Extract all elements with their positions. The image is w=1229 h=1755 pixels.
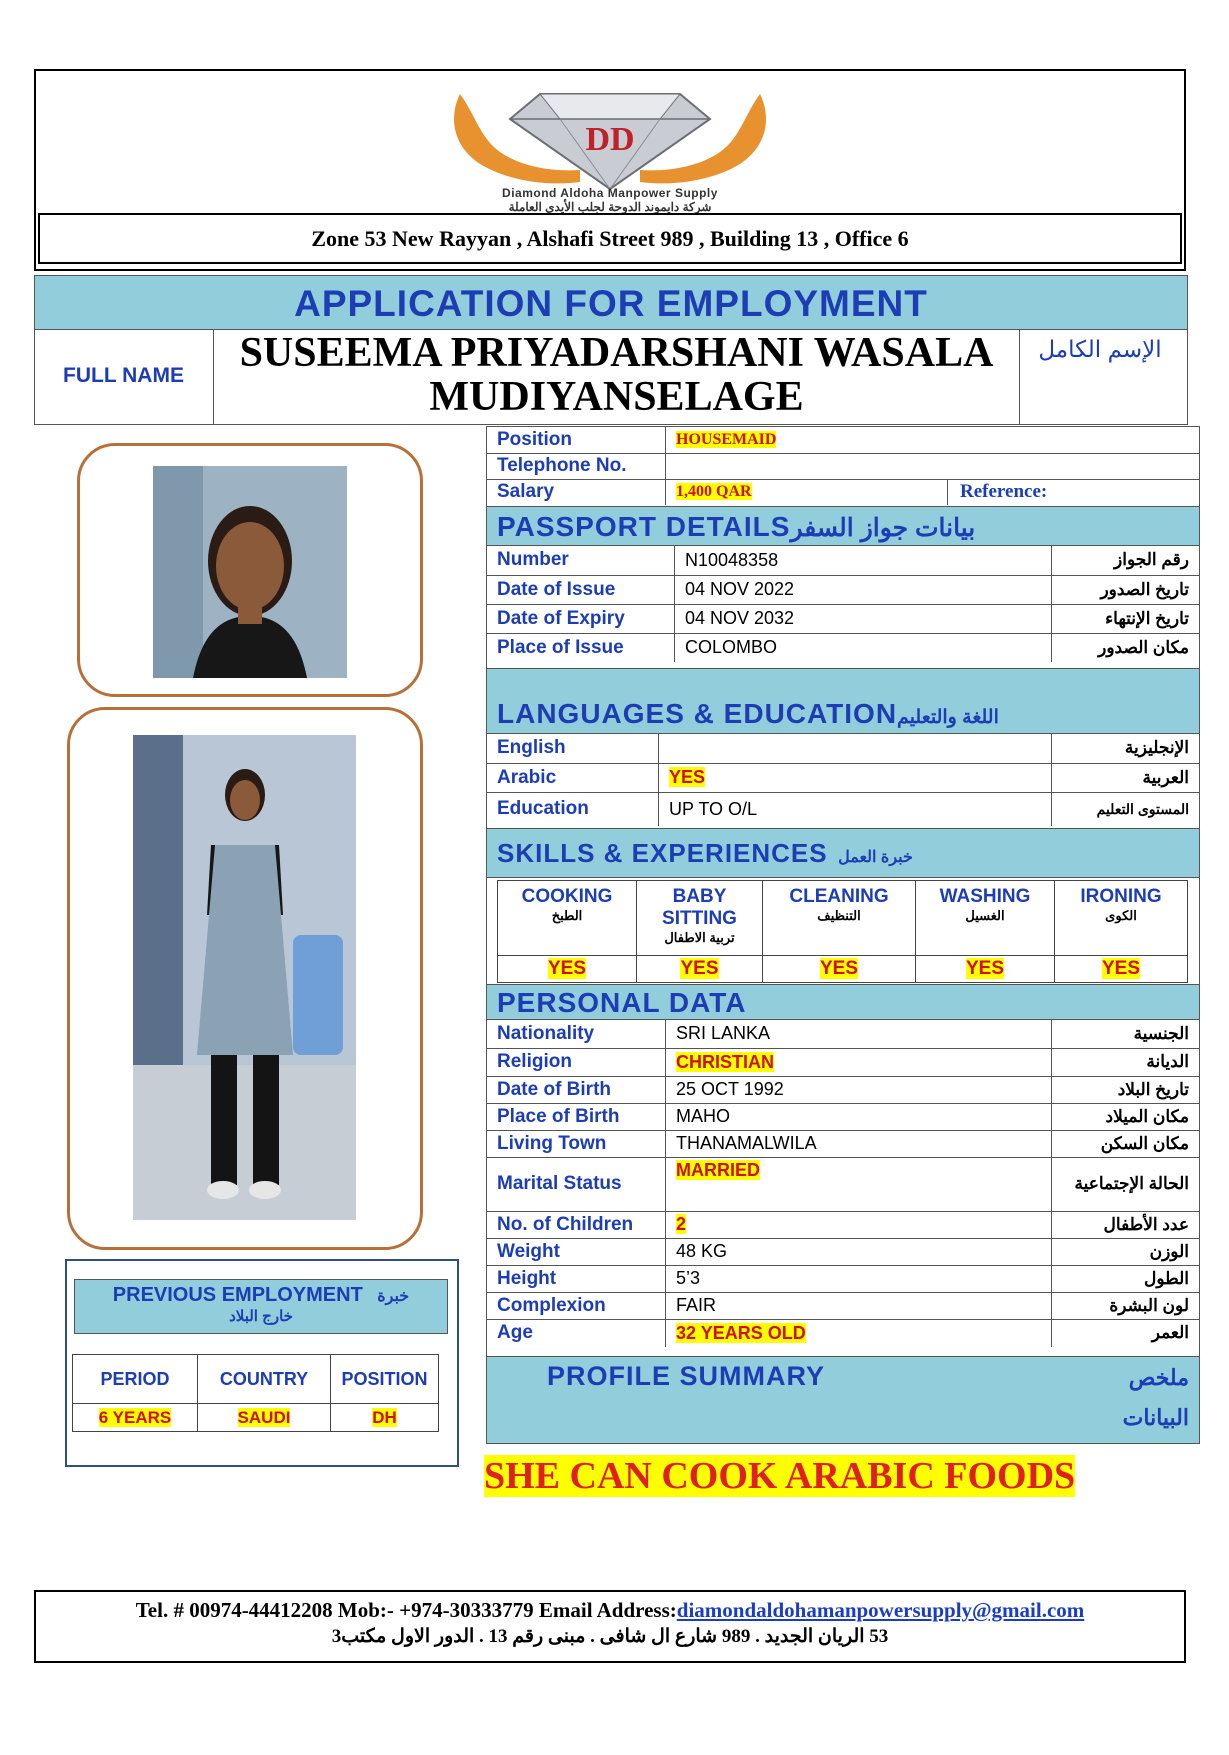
position-value: HOUSEMAID xyxy=(676,430,777,448)
weight-ar: الوزن xyxy=(1149,1241,1189,1261)
skill-baby-ar: تربية الاطفال xyxy=(664,930,735,945)
nationality-value: SRI LANKA xyxy=(666,1020,1052,1048)
skill-cleaning-ar: التنظيف xyxy=(817,908,861,923)
age-value: 32 YEARS OLD xyxy=(676,1322,806,1343)
dob-value: 25 OCT 1992 xyxy=(666,1076,1052,1103)
profile-title-ar-1: ملخص xyxy=(1128,1365,1189,1390)
address-bar xyxy=(38,213,1182,264)
skill-cleaning-label: CLEANING xyxy=(789,886,889,907)
languages-title: LANGUAGES & EDUCATION xyxy=(497,698,898,729)
previous-employment-title-ar-2: خارج البلاد xyxy=(229,1308,293,1325)
issue-place-ar: مكان الصدور xyxy=(1098,637,1189,657)
education-value: UP TO O/L xyxy=(659,792,1052,826)
footer-box xyxy=(34,1590,1186,1663)
profile-summary xyxy=(484,1454,1075,1498)
previous-employment-header xyxy=(74,1279,448,1334)
previous-employment-title: PREVIOUS EMPLOYMENT xyxy=(112,1284,363,1306)
page-title: APPLICATION FOR EMPLOYMENT xyxy=(294,283,928,324)
page-title-bar xyxy=(34,275,1188,330)
telephone-label: Telephone No. xyxy=(487,453,666,479)
marital-status-label: Marital Status xyxy=(487,1157,666,1211)
skill-washing-value: YES xyxy=(965,958,1005,979)
skill-ironing-ar: الكوى xyxy=(1105,908,1137,923)
weight-value: 48 KG xyxy=(666,1238,1052,1265)
skill-washing-ar: الغسيل xyxy=(965,908,1005,923)
skills-title: SKILLS & EXPERIENCES xyxy=(497,838,828,868)
issue-place-value: COLOMBO xyxy=(675,633,1052,662)
profile-title: PROFILE SUMMARY xyxy=(547,1361,825,1391)
skills-title-ar: خبرة العمل xyxy=(838,849,913,866)
personal-section-header xyxy=(487,984,1199,1020)
salary-value: 1,400 QAR xyxy=(676,483,752,501)
english-label: English xyxy=(487,734,659,763)
full-body-photo xyxy=(133,735,356,1220)
birthplace-ar: مكان الميلاد xyxy=(1105,1106,1189,1126)
passport-table xyxy=(487,546,1199,662)
period-header: PERIOD xyxy=(73,1355,198,1404)
skills-table xyxy=(497,880,1188,983)
passport-number-value: N10048358 xyxy=(675,546,1052,575)
portrait-photo xyxy=(153,466,347,678)
previous-employment-table xyxy=(72,1354,439,1432)
expiry-date-label: Date of Expiry xyxy=(487,604,675,633)
marital-status-ar: الحالة الإجتماعية xyxy=(1074,1174,1189,1193)
telephone-value xyxy=(666,453,1200,479)
skill-washing-label: WASHING xyxy=(939,886,1031,907)
skill-cooking-label: COOKING xyxy=(521,886,613,907)
previous-employment-title-ar: خبرة xyxy=(377,1288,410,1305)
languages-table xyxy=(487,734,1199,826)
footer-address-ar: 53 الريان الجديد . 989 شارع ال شافى . مبنى رقم 13 . الدور الاول مكتب3 xyxy=(331,1626,889,1647)
skill-cleaning-value: YES xyxy=(819,958,859,979)
skill-cooking-ar: الطبخ xyxy=(551,908,583,923)
languages-title-ar: اللغة والتعليم xyxy=(897,707,999,728)
passport-title-ar: بيانات جواز السفر xyxy=(790,514,976,542)
full-name-line2: MUDIYANSELAGE xyxy=(429,374,804,420)
passport-title: PASSPORT DETAILS xyxy=(497,511,791,542)
skill-cooking-value: YES xyxy=(547,958,587,979)
full-name-label: FULL NAME xyxy=(34,329,214,425)
passport-number-ar: رقم الجواز xyxy=(1114,550,1189,570)
expiry-date-value: 04 NOV 2032 xyxy=(675,604,1052,633)
salary-label: Salary xyxy=(487,479,666,505)
position-label: Position xyxy=(487,427,666,453)
english-ar: الإنجليزية xyxy=(1124,738,1189,758)
profile-section-header xyxy=(487,1356,1199,1443)
dob-label: Date of Birth xyxy=(487,1076,666,1103)
living-town-value: THANAMALWILA xyxy=(666,1130,1052,1157)
dob-ar: تاريخ البلاد xyxy=(1117,1079,1189,1099)
skill-ironing-value: YES xyxy=(1101,958,1141,979)
previous-employment-row xyxy=(73,1404,439,1432)
country-header: COUNTRY xyxy=(198,1355,331,1404)
personal-table xyxy=(487,1020,1199,1347)
personal-title: PERSONAL DATA xyxy=(497,987,747,1018)
skill-baby-label-1: BABY xyxy=(672,886,727,907)
marital-status-value: MARRIED xyxy=(676,1159,760,1180)
skill-baby-value: YES xyxy=(680,958,719,979)
complexion-ar: لون البشرة xyxy=(1109,1295,1189,1315)
nationality-ar: الجنسية xyxy=(1133,1023,1189,1043)
height-value: 5’3 xyxy=(666,1265,1052,1292)
religion-value: CHRISTIAN xyxy=(676,1051,774,1072)
footer-email-link[interactable]: diamondaldohamanpowersupply@gmail.com xyxy=(676,1598,1085,1622)
religion-ar: الديانة xyxy=(1146,1052,1189,1071)
full-name-label-ar: الإسم الكامل xyxy=(1038,336,1162,362)
children-label: No. of Children xyxy=(487,1211,666,1238)
issue-place-label: Place of Issue xyxy=(487,633,675,662)
religion-label: Religion xyxy=(487,1048,666,1076)
position-header: POSITION xyxy=(331,1355,439,1404)
age-label: Age xyxy=(487,1319,666,1347)
height-label: Height xyxy=(487,1265,666,1292)
education-ar: المستوى التعليم xyxy=(1096,800,1189,817)
footer-contact: Tel. # 00974-44412208 Mob:- +974-30333779 Email Address: xyxy=(135,1598,677,1622)
skill-cleaning xyxy=(763,881,916,956)
education-label: Education xyxy=(487,792,659,826)
svg-text:DD: DD xyxy=(585,121,635,158)
expiry-date-ar: تاريخ الإنتهاء xyxy=(1105,608,1189,628)
profile-summary-text: SHE CAN COOK ARABIC FOODS xyxy=(484,1455,1076,1497)
living-town-ar: مكان السكن xyxy=(1100,1133,1189,1153)
previous-employment-head-row xyxy=(73,1355,439,1404)
issue-date-value: 04 NOV 2022 xyxy=(675,575,1052,604)
skill-ironing xyxy=(1055,881,1188,956)
skill-washing xyxy=(916,881,1055,956)
birthplace-label: Place of Birth xyxy=(487,1103,666,1130)
address-text: Zone 53 New Rayyan , Alshafi Street 989 , Building 13 , Office 6 xyxy=(311,226,909,251)
job-table xyxy=(487,427,1199,505)
full-name-value xyxy=(214,329,1020,425)
english-value xyxy=(659,734,1052,763)
period-value: 6 YEARS xyxy=(98,1407,172,1427)
profile-title-ar-2: البيانات xyxy=(1122,1405,1189,1430)
issue-date-ar: تاريخ الصدور xyxy=(1100,579,1189,599)
children-value: 2 xyxy=(676,1214,687,1234)
issue-date-label: Date of Issue xyxy=(487,575,675,604)
arabic-value: YES xyxy=(669,767,706,787)
skill-ironing-label: IRONING xyxy=(1080,886,1162,907)
height-ar: الطول xyxy=(1144,1268,1189,1288)
complexion-label: Complexion xyxy=(487,1292,666,1319)
complexion-value: FAIR xyxy=(666,1292,1052,1319)
birthplace-value: MAHO xyxy=(666,1103,1052,1130)
position-value: DH xyxy=(372,1407,397,1427)
passport-number-label: Number xyxy=(487,546,675,575)
skill-cooking xyxy=(498,881,637,956)
arabic-label: Arabic xyxy=(487,763,659,792)
company-name: Diamond Aldoha Manpower Supply xyxy=(502,186,718,200)
age-ar: العمر xyxy=(1151,1323,1189,1343)
company-name-ar: شركة دايموند الدوحة لجلب الأيدي العاملة xyxy=(508,200,712,214)
weight-label: Weight xyxy=(487,1238,666,1265)
passport-section-header xyxy=(487,506,1199,546)
children-ar: عدد الأطفال xyxy=(1103,1214,1189,1234)
nationality-label: Nationality xyxy=(487,1020,666,1048)
skill-baby-label-2: SITTING xyxy=(662,908,737,929)
reference-label: Reference: xyxy=(960,481,1048,503)
languages-section-header xyxy=(487,668,1199,734)
living-town-label: Living Town xyxy=(487,1130,666,1157)
skill-baby-sitting xyxy=(637,881,763,956)
full-name-line1: SUSEEMA PRIYADARSHANI WASALA xyxy=(239,330,994,376)
arabic-ar: العربية xyxy=(1142,767,1189,787)
skills-section-header xyxy=(487,828,1199,878)
country-value: SAUDI xyxy=(237,1407,291,1427)
